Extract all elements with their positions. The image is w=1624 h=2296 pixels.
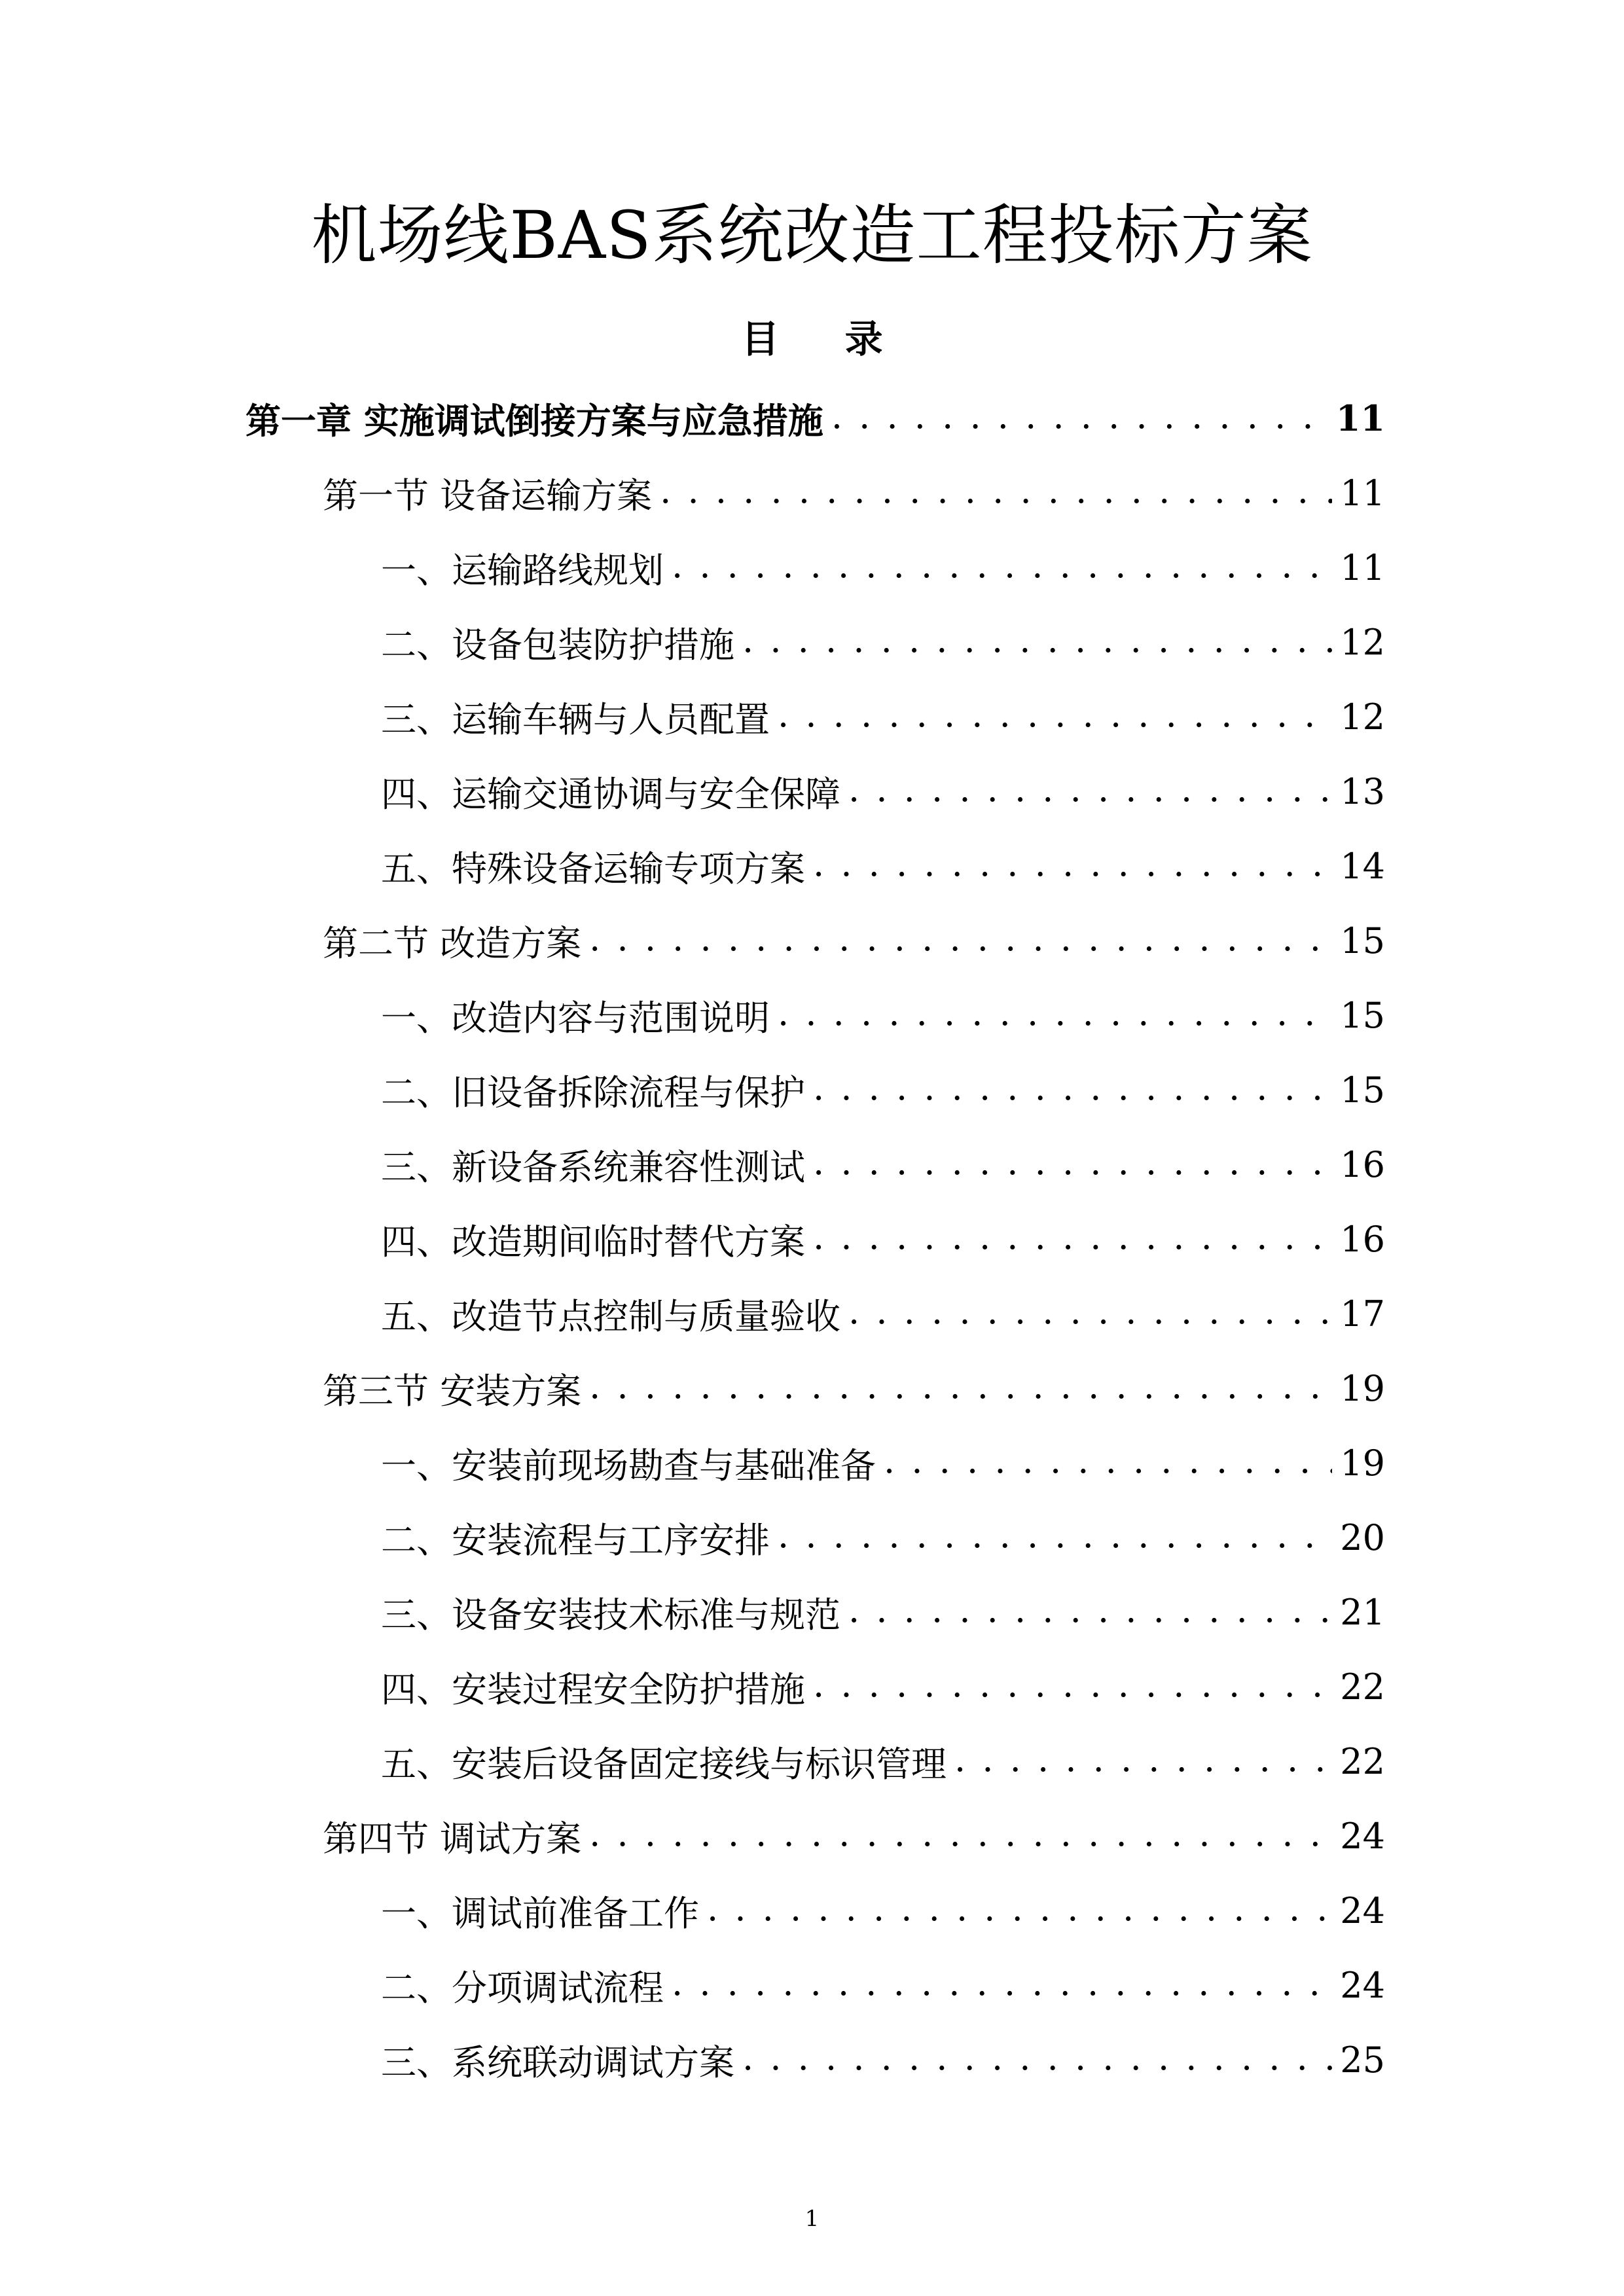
toc-dot-leader (778, 697, 1332, 736)
toc-entry-label: 一、安装前现场勘查与基础准备 (381, 1444, 876, 1486)
toc-entry-page: 14 (1340, 845, 1385, 887)
toc-entry-label: 一、改造内容与范围说明 (381, 997, 770, 1039)
toc-entry-label: 第二节 改造方案 (323, 922, 582, 964)
toc-entry[interactable] (0, 1052, 1624, 1127)
toc-entry-page: 20 (1340, 1516, 1385, 1558)
toc-dot-leader (742, 2040, 1332, 2079)
toc-dot-leader (778, 1518, 1332, 1557)
toc-entry-page: 16 (1340, 1218, 1385, 1260)
toc-entry-page: 24 (1340, 1890, 1385, 1931)
toc-entry[interactable] (0, 1351, 1624, 1426)
toc-dot-leader (660, 473, 1332, 512)
toc-heading: 目 录 (741, 317, 909, 361)
toc-dot-leader (848, 1294, 1332, 1333)
toc-entry[interactable] (0, 1649, 1624, 1724)
toc-dot-leader (672, 548, 1332, 587)
toc-entry[interactable] (0, 530, 1624, 605)
toc-dot-leader (672, 1965, 1332, 2005)
toc-dot-leader (848, 772, 1332, 811)
toc-entry-page: 16 (1340, 1143, 1385, 1185)
toc-dot-leader (813, 1145, 1332, 1184)
toc-entry-page: 22 (1340, 1740, 1385, 1782)
toc-entry-page: 22 (1340, 1666, 1385, 1708)
toc-dot-leader (589, 921, 1332, 960)
toc-entry-label: 一、运输路线规划 (381, 549, 664, 591)
toc-entry[interactable] (0, 1426, 1624, 1500)
toc-entry-label: 三、系统联动调试方案 (381, 2041, 734, 2083)
toc-entry[interactable] (0, 1202, 1624, 1276)
toc-entry-page: 21 (1340, 1591, 1385, 1633)
toc-entry-page: 15 (1340, 1069, 1385, 1111)
toc-entry-page: 24 (1340, 1964, 1385, 2006)
toc-entry-label: 五、特殊设备运输专项方案 (381, 848, 805, 889)
toc-entry[interactable] (0, 903, 1624, 978)
toc-entry-page: 12 (1340, 621, 1385, 663)
toc-entry-label: 二、分项调试流程 (381, 1967, 664, 2009)
toc-entry-label: 四、安装过程安全防护措施 (381, 1668, 805, 1710)
toc-entry-label: 第四节 调试方案 (323, 1818, 582, 1859)
toc-entry-label: 三、运输车辆与人员配置 (381, 698, 770, 740)
toc-entry[interactable] (0, 1799, 1624, 1873)
toc-entry-page: 15 (1340, 920, 1385, 961)
toc-entry-page: 25 (1340, 2039, 1385, 2081)
toc-entry[interactable] (0, 1127, 1624, 1202)
toc-entry[interactable] (0, 1276, 1624, 1351)
toc-dot-leader (742, 622, 1332, 662)
document-title: 机场线BAS系统改造工程投标方案 (311, 197, 1313, 274)
toc-entry-page: 15 (1340, 994, 1385, 1036)
toc-entry[interactable] (0, 1873, 1624, 1948)
toc-dot-leader (813, 1667, 1332, 1706)
table-of-contents (0, 381, 1624, 2097)
toc-entry[interactable] (0, 754, 1624, 829)
toc-entry-page: 11 (1340, 472, 1385, 514)
toc-dot-leader (589, 1369, 1332, 1408)
toc-dot-leader (707, 1891, 1332, 1930)
toc-entry-page: 19 (1340, 1367, 1385, 1409)
page-number: 1 (804, 2206, 820, 2232)
toc-entry-page: 13 (1340, 770, 1385, 812)
toc-entry[interactable] (0, 1500, 1624, 1575)
toc-entry[interactable] (0, 605, 1624, 679)
toc-entry-page: 24 (1340, 1815, 1385, 1857)
toc-dot-leader (884, 1443, 1332, 1482)
toc-entry-label: 三、新设备系统兼容性测试 (381, 1146, 805, 1188)
toc-entry[interactable] (0, 1575, 1624, 1649)
toc-entry-label: 三、设备安装技术标准与规范 (381, 1594, 840, 1636)
toc-dot-leader (831, 399, 1328, 438)
toc-entry-label: 一、调试前准备工作 (381, 1892, 699, 1934)
toc-entry[interactable] (0, 2022, 1624, 2097)
toc-entry[interactable] (0, 679, 1624, 754)
toc-entry-label: 第三节 安装方案 (323, 1370, 582, 1412)
toc-entry-label: 二、设备包装防护措施 (381, 624, 734, 666)
toc-dot-leader (589, 1816, 1332, 1856)
toc-entry-label: 四、改造期间临时替代方案 (381, 1221, 805, 1263)
toc-dot-leader (813, 846, 1332, 886)
toc-entry-label: 第一节 设备运输方案 (323, 475, 653, 516)
toc-dot-leader (813, 1070, 1332, 1109)
toc-entry-label: 五、改造节点控制与质量验收 (381, 1295, 840, 1337)
toc-entry[interactable] (0, 456, 1624, 530)
toc-entry-label: 二、旧设备拆除流程与保护 (381, 1071, 805, 1113)
toc-entry-page: 19 (1340, 1442, 1385, 1484)
toc-entry[interactable] (0, 978, 1624, 1052)
toc-entry-page: 11 (1340, 547, 1385, 588)
toc-entry-label: 二、安装流程与工序安排 (381, 1519, 770, 1561)
toc-entry-page: 11 (1335, 397, 1385, 439)
toc-entry[interactable] (0, 381, 1624, 456)
toc-entry[interactable] (0, 829, 1624, 903)
toc-entry[interactable] (0, 1948, 1624, 2022)
toc-entry-page: 12 (1340, 696, 1385, 738)
toc-entry-page: 17 (1340, 1293, 1385, 1335)
toc-dot-leader (778, 996, 1332, 1035)
toc-entry-label: 四、运输交通协调与安全保障 (381, 773, 840, 815)
toc-entry[interactable] (0, 1724, 1624, 1799)
toc-entry-label: 五、安装后设备固定接线与标识管理 (381, 1743, 947, 1785)
toc-dot-leader (813, 1219, 1332, 1259)
toc-entry-label: 第一章 实施调试倒接方案与应急措施 (245, 399, 823, 442)
toc-dot-leader (848, 1592, 1332, 1632)
toc-dot-leader (954, 1742, 1332, 1781)
